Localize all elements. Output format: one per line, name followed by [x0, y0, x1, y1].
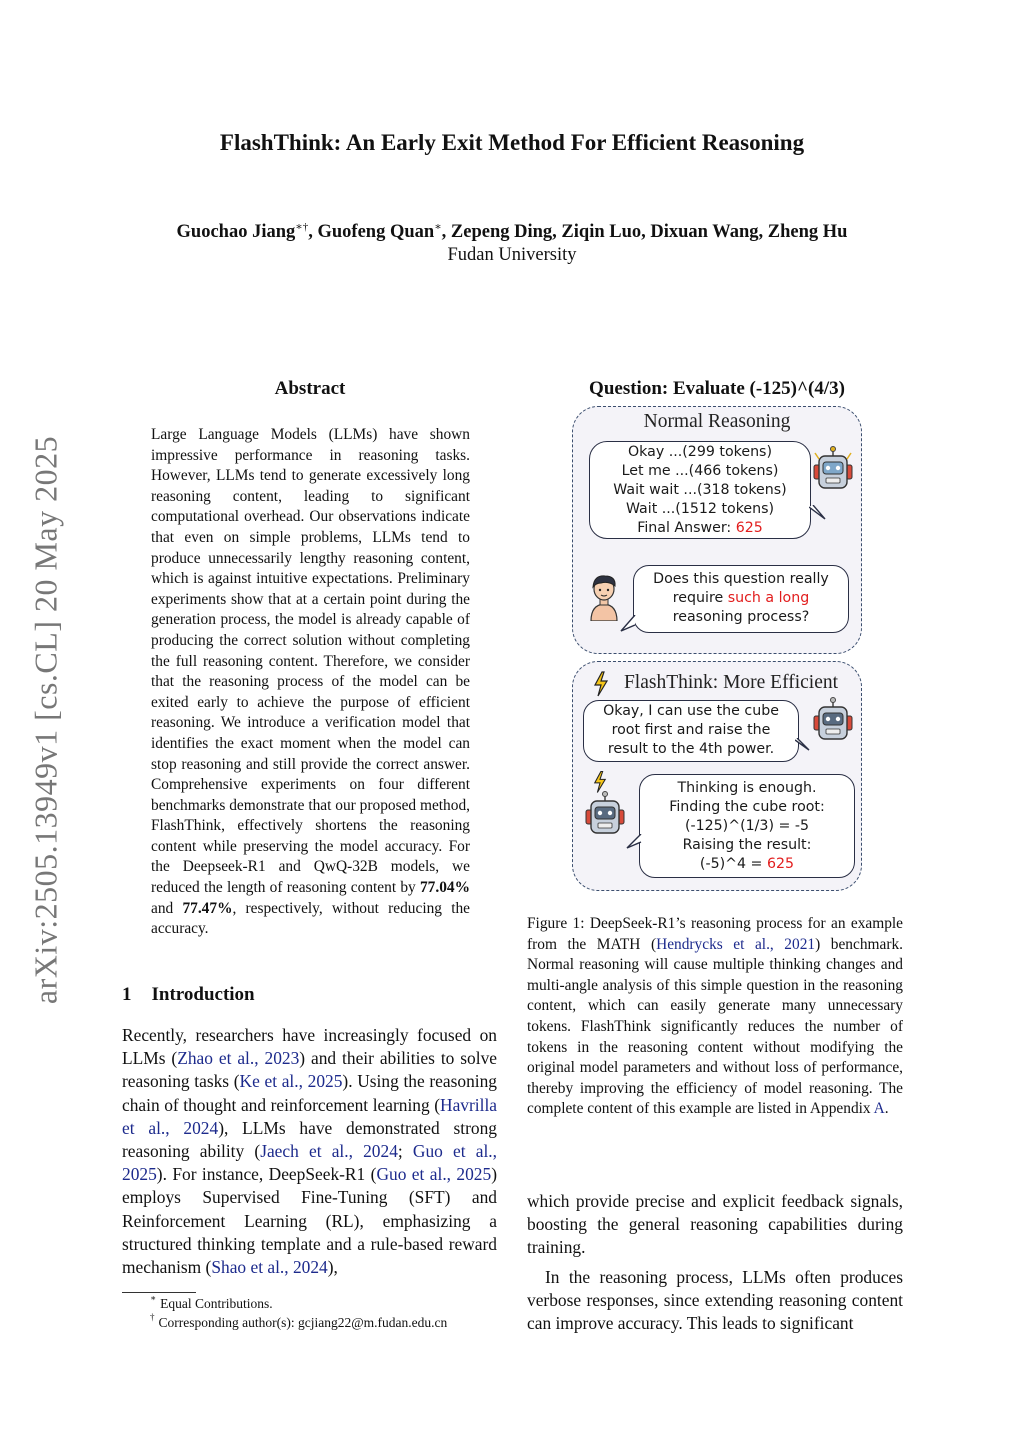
abstract-stat-2: 77.47% [182, 899, 233, 917]
citation-link[interactable]: Guo et al., 2025 [122, 1141, 497, 1185]
question-line: reasoning process? [672, 609, 810, 625]
paragraph: In the reasoning process, LLMs often produces verbose responses, since extending reasoning content can improve accuracy. This leads to significant [527, 1266, 903, 1334]
abstract-stat-1: 77.04% [419, 879, 470, 897]
question-line: Does this question really [653, 571, 829, 587]
intro-text: Recently, researchers have increasingly focused on LLMs ( [122, 1025, 497, 1069]
author-list [0, 220, 1024, 243]
answer-line: Raising the result: [682, 837, 812, 853]
bubble-tail-icon [809, 505, 827, 521]
abstract-body [151, 425, 470, 940]
reasoning-line: Okay, I can use the cube [603, 703, 779, 719]
user-question-bubble [633, 565, 849, 633]
reasoning-line: root first and raise the [611, 722, 771, 738]
final-answer-line [590, 519, 810, 538]
author-1: Guochao Jiang [176, 222, 296, 243]
caption-text: . [884, 1100, 889, 1118]
paper-title: FlashThink: An Early Exit Method For Efficient Reasoning [219, 130, 805, 155]
citation-link[interactable]: Jaech et al., 2024 [260, 1141, 398, 1162]
author-2-marks: ∗ [434, 221, 442, 233]
reasoning-line: Wait wait ...(318 tokens) [613, 482, 787, 498]
bubble-tail-icon [619, 615, 637, 633]
right-column-text [527, 1190, 903, 1335]
bubble-tail-icon [625, 834, 643, 850]
abstract-conjunction: and [151, 899, 183, 917]
section-number: 1 [122, 984, 132, 1005]
reasoning-line: Wait ...(1512 tokens) [625, 501, 775, 517]
appendix-link[interactable]: A [873, 1100, 885, 1118]
flashthink-bubble [583, 700, 799, 762]
citation-link[interactable]: Hendrycks et al., 2021 [656, 935, 816, 953]
robot-icon [811, 696, 855, 746]
footnote-2 [150, 1312, 448, 1331]
citation-link[interactable]: Ke et al., 2025 [239, 1071, 343, 1092]
intro-text: ) and their abilities to solve reasoning tasks ( [122, 1048, 497, 1092]
final-answer-label: Final Answer: [637, 520, 736, 536]
intro-text: ), LLMs have demonstrated strong reasoning ability ( [122, 1117, 497, 1162]
question-text: require [672, 590, 728, 606]
intro-text: ). For instance, DeepSeek-R1 ( [156, 1164, 377, 1185]
normal-reasoning-bubble [589, 441, 811, 539]
answer-line: (-125)^(1/3) = -5 [684, 818, 810, 834]
intro-text: ). Using the reasoning chain of thought and reinforcement learning ( [122, 1071, 497, 1115]
flashthink-panel [572, 661, 862, 891]
normal-reasoning-label: Normal Reasoning [643, 411, 791, 432]
reasoning-line: Okay ...(299 tokens) [628, 444, 772, 460]
footnote-1 [150, 1293, 273, 1312]
flashthink-label: FlashThink: More Efficient [623, 672, 839, 693]
intro-paragraph [122, 1024, 497, 1279]
answer-text: (-5)^4 = [699, 856, 767, 872]
reasoning-line: Let me ...(466 tokens) [621, 463, 779, 479]
affiliation: Fudan University [447, 245, 577, 265]
footnote-rule [122, 1292, 196, 1293]
other-authors: , Zepeng Ding, Ziqin Luo, Dixuan Wang, Zheng Hu [441, 222, 848, 243]
footnote-text: Corresponding author(s): gcjiang22@m.fudan.edu.cn [158, 1315, 448, 1330]
flashthink-answer-bubble [639, 774, 855, 878]
abstract-heading: Abstract [274, 378, 346, 399]
question-line [634, 589, 848, 608]
paragraph: which provide precise and explicit feedback signals, boosting the general reasoning capabilities during training. [527, 1191, 903, 1258]
author-1-marks: ∗† [295, 221, 309, 233]
author-2: , Guofeng Quan [308, 222, 435, 243]
section-heading [122, 984, 255, 1006]
answer-value: 625 [766, 856, 795, 872]
person-icon [587, 571, 621, 621]
figure-question: Question: Evaluate (-125)^(4/3) [589, 378, 845, 399]
citation-link[interactable]: Guo et al., 2025 [376, 1164, 492, 1185]
intro-text: ), [327, 1257, 338, 1278]
figure-caption [527, 914, 903, 1120]
footnote-mark: ∗ [150, 1293, 157, 1303]
final-answer-value: 625 [735, 520, 763, 536]
intro-text: ) employs Supervised Fine-Tuning (SFT) and Reinforcement Learning (RL), emphasizing a structured thinking template and a rule-based reward mechanism ( [122, 1164, 497, 1278]
robot-icon [583, 790, 627, 840]
question-highlight: such a long [727, 590, 810, 606]
caption-text: ) benchmark. Normal reasoning will cause multiple thinking changes and multi-angle analysis of this simple question in the reasoning content, which can easily generate many unnecessary tokens. FlashThink significantly reduces the number of tokens in the reasoning content without modifying the original model parameters and without loss of performance, thereby improving the efficiency of model reasoning. The complete content of this example are listed in Appendix [527, 935, 903, 1118]
answer-line: Finding the cube root: [669, 799, 825, 815]
answer-line: Thinking is enough. [677, 780, 817, 796]
footnote-mark: † [150, 1312, 155, 1322]
caption-text: Figure 1: DeepSeek-R1’s reasoning process for an example from the MATH ( [527, 915, 903, 953]
arxiv-id: arXiv:2505.13949v1 [cs.CL] 20 May 2025 [27, 435, 64, 1005]
citation-link[interactable]: Zhao et al., 2023 [177, 1048, 300, 1069]
section-title: Introduction [151, 984, 255, 1005]
abstract-text-end: , respectively, without reducing the accuracy. [151, 899, 470, 938]
bubble-tail-icon [795, 738, 811, 754]
reasoning-line: result to the 4th power. [607, 741, 775, 757]
answer-line [640, 855, 854, 874]
robot-icon [811, 445, 855, 495]
abstract-text: Large Language Models (LLMs) have shown impressive performance in reasoning tasks. However, LLMs tend to generate excessively long reasoning content, leading to significant computational overhead. Our observations indicate that even on simple problems, LLMs tend to produce unnecessarily lengthy reasoning content, which is against intuitive expectations. Preliminary experiments show that at a certain point during the generation process, the model is already capable of producing the correct solution without completing the full reasoning content. Therefore, we consider that the reasoning process of the model can be exited early to achieve the purpose of efficient reasoning. We introduce a verification model that identifies the exact moment when the model can stop reasoning and still provide the correct answer. Comprehensive experiments on four different benchmarks demonstrate that our proposed method, FlashThink, effectively shortens the reasoning content while preserving the model accuracy. For the Deepseek-R1 and QwQ-32B models, we reduced the length of reasoning content by [151, 426, 470, 897]
citation-link[interactable]: Havrilla et al., 2024 [122, 1094, 497, 1138]
normal-reasoning-panel [572, 406, 862, 654]
intro-text: ; [397, 1141, 413, 1162]
citation-link[interactable]: Shao et al., 2024 [211, 1257, 328, 1278]
footnote-text: Equal Contributions. [160, 1296, 273, 1311]
